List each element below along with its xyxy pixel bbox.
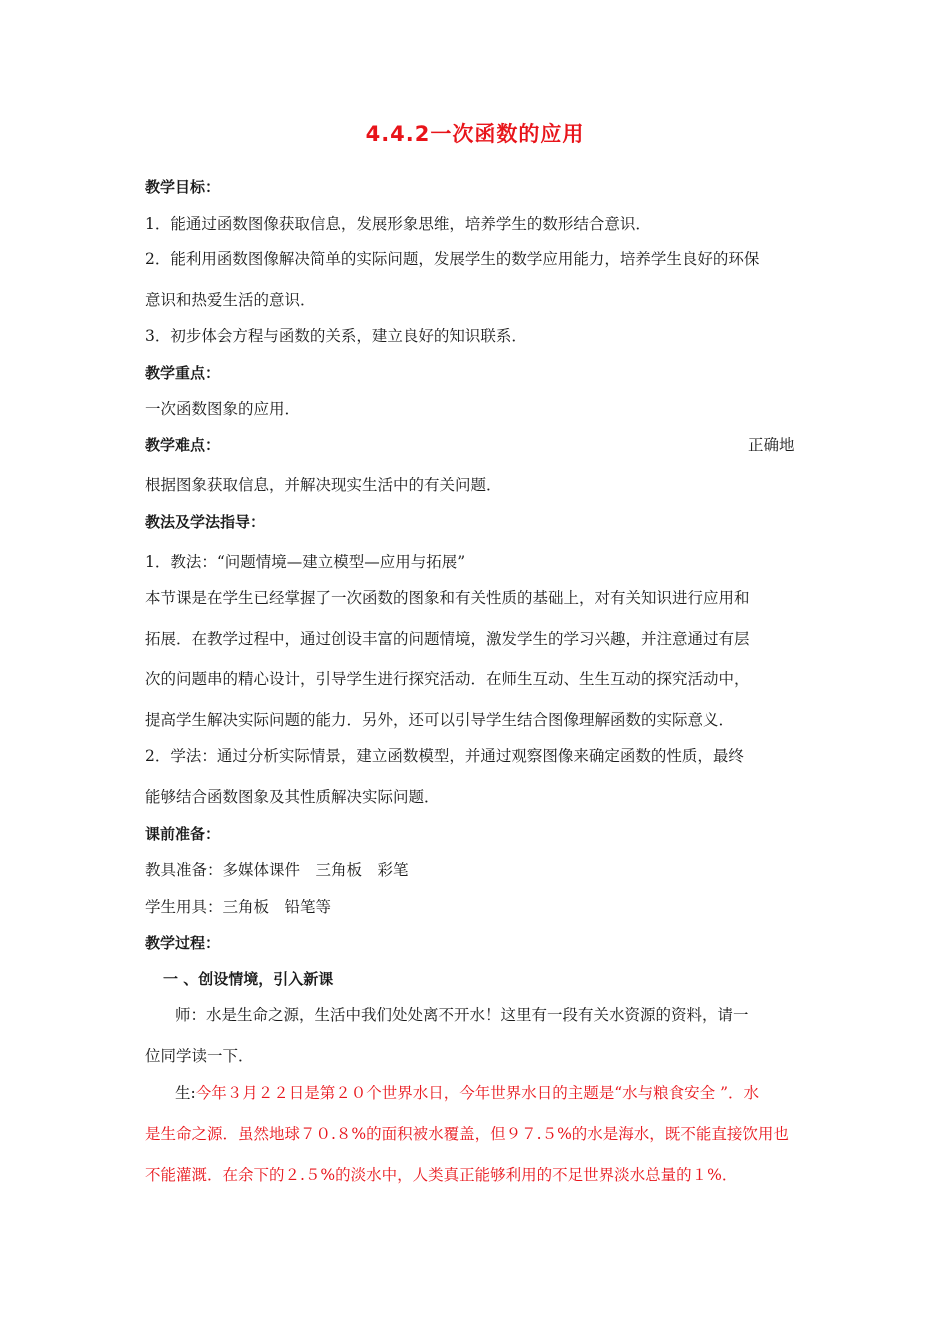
methods-paragraph-line-3: 次的问题串的精心设计，引导学生进行探究活动．在师生互动、生生互动的探究活动中， (145, 670, 750, 688)
student-dialogue-line-1 (145, 1082, 810, 1104)
teacher-dialogue-line-1: 师：水是生命之源，生活中我们处处离不开水！这里有一段有关水资源的资料，请一 (175, 1006, 749, 1024)
objective-item-3: 3．初步体会方程与函数的关系，建立良好的知识联系． (145, 327, 527, 345)
key-points-text: 一次函数图象的应用． (145, 400, 301, 418)
student-dialogue-line-2: 是生命之源．虽然地球７０.８%的面积被水覆盖，但９７.５%的水是海水，既不能直接饮用也 (145, 1125, 789, 1143)
document-title: 4.4.2一次函数的应用 (365, 122, 585, 146)
methods-paragraph-line-4: 提高学生解决实际问题的能力．另外，还可以引导学生结合图像理解函数的实际意义． (145, 711, 735, 729)
key-points-heading: 教学重点： (145, 364, 221, 382)
objective-item-2-line-2: 意识和热爱生活的意识． (145, 291, 316, 309)
teacher-tools: 教具准备：多媒体课件 三角板 彩笔 (145, 861, 409, 879)
student-tools: 学生用具：三角板 铅笔等 (145, 898, 332, 916)
objective-item-2-line-1: 2．能利用函数图像解决简单的实际问题，发展学生的数学应用能力，培养学生良好的环保 (145, 250, 760, 268)
methods-heading: 教法及学法指导： (145, 513, 266, 531)
prep-heading: 课前准备： (145, 825, 221, 843)
methods-paragraph-line-1: 本节课是在学生已经掌握了一次函数的图象和有关性质的基础上，对有关知识进行应用和 (145, 589, 750, 607)
difficulties-heading: 教学难点： (145, 436, 221, 454)
process-heading: 教学过程： (145, 934, 221, 952)
student-dialogue-line-3: 不能灌溉．在余下的２.５%的淡水中，人类真正能够利用的不足世界淡水总量的１%． (145, 1166, 738, 1184)
learning-method-line-2: 能够结合函数图象及其性质解决实际问题． (145, 788, 440, 806)
difficulties-text: 根据图象获取信息，并解决现实生活中的有关问题． (145, 476, 502, 494)
objectives-heading: 教学目标： (145, 178, 221, 196)
student-quote-line-1: 今年３月２２日是第２０个世界水日，今年世界水日的主题是“水与粮食安全 ”．水 (195, 1084, 760, 1102)
teaching-method-line: 1．教法：“问题情境—建立模型—应用与拓展” (145, 553, 466, 571)
student-prefix: 生: (175, 1084, 196, 1102)
difficulties-side-note: 正确地 (748, 436, 795, 454)
teacher-dialogue-line-2: 位同学读一下． (145, 1047, 254, 1065)
section-1-heading: 一 、创设情境，引入新课 (163, 970, 334, 988)
objective-item-1: 1．能通过函数图像获取信息，发展形象思维，培养学生的数形结合意识． (145, 215, 651, 233)
learning-method-line-1: 2．学法：通过分析实际情景，建立函数模型，并通过观察图像来确定函数的性质，最终 (145, 747, 744, 765)
methods-paragraph-line-2: 拓展．在教学过程中，通过创设丰富的问题情境，激发学生的学习兴趣，并注意通过有层 (145, 630, 750, 648)
